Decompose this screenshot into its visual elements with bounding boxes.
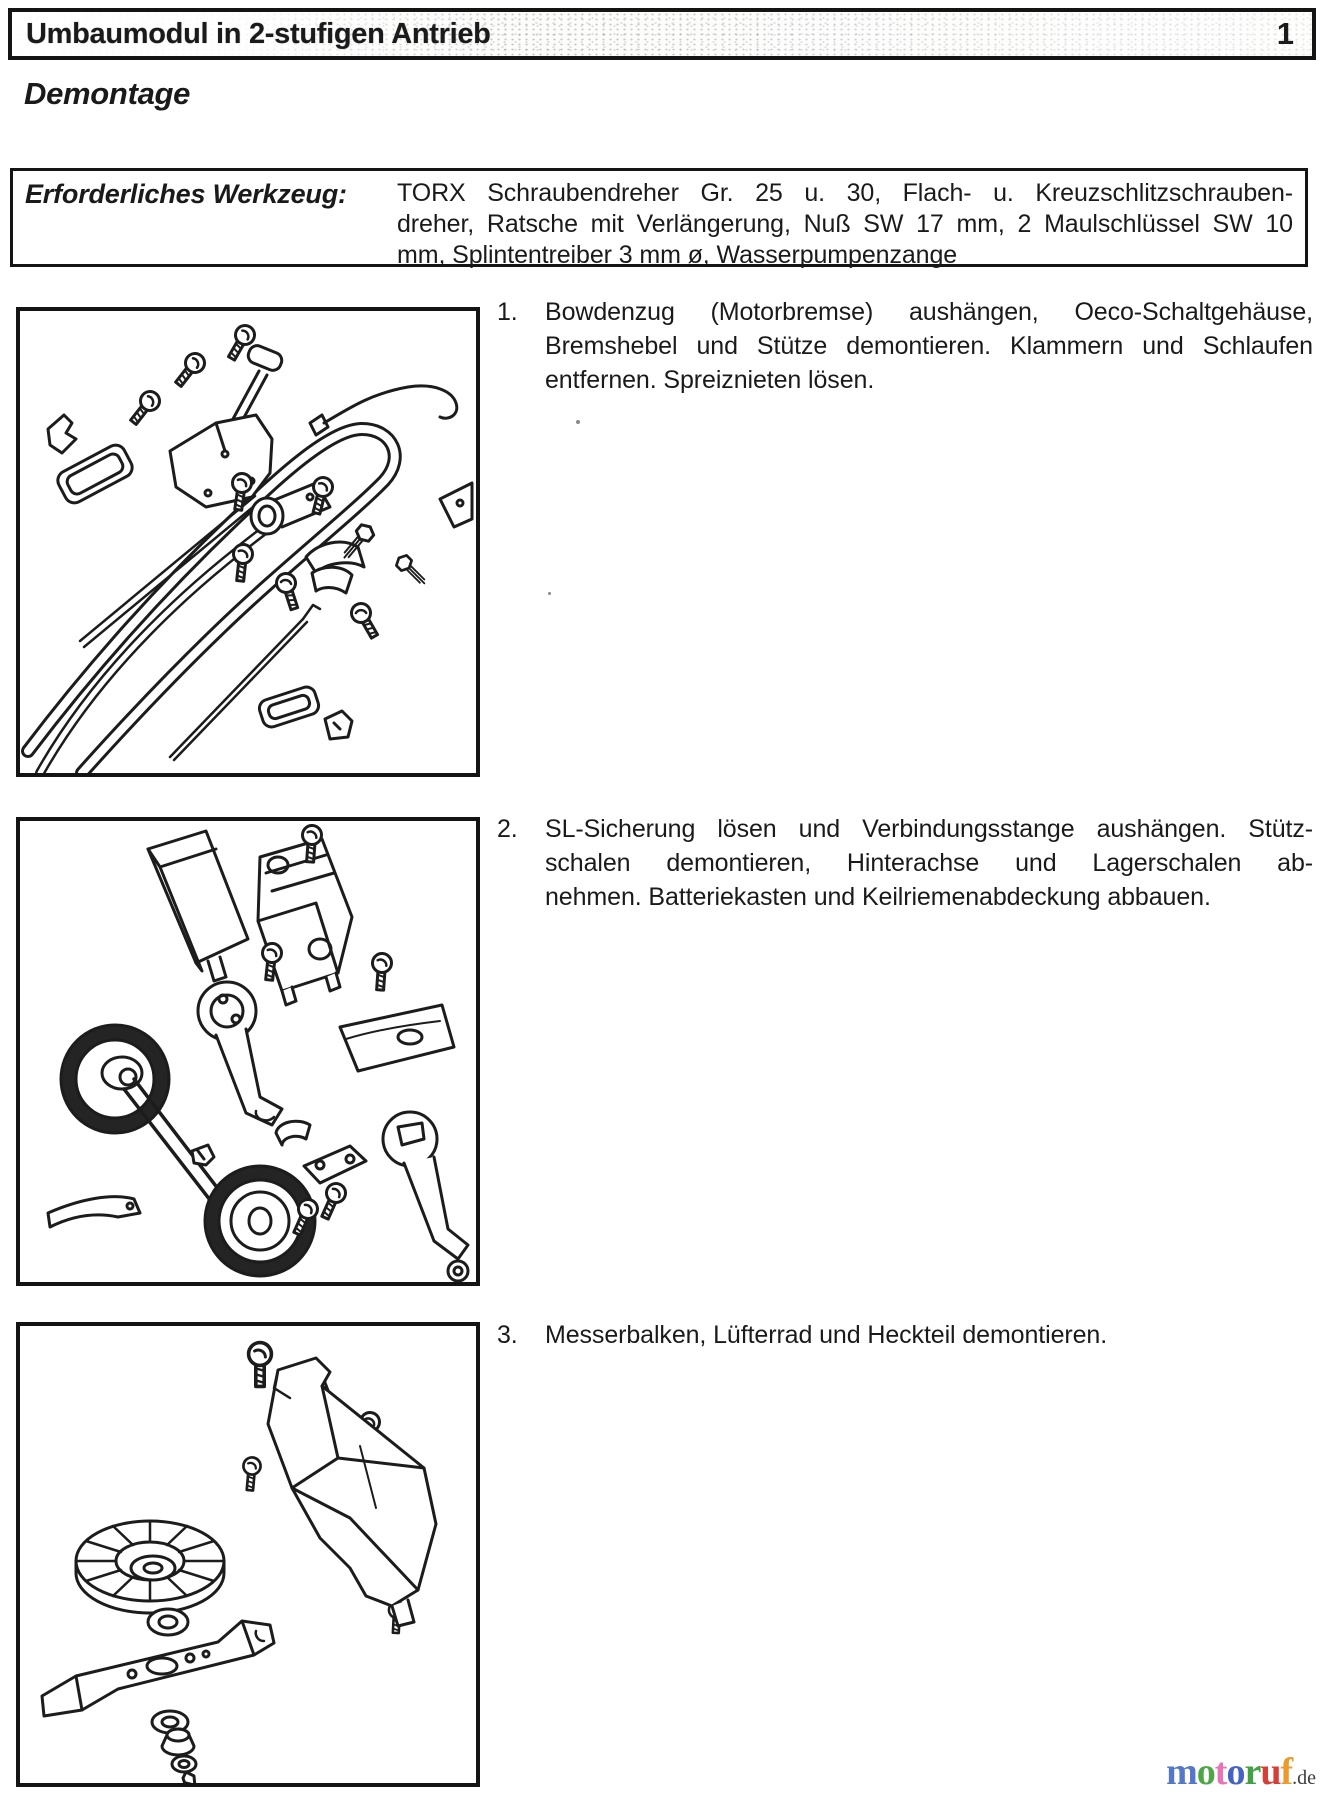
rear-axle-wheels-battery-box-exploded-diagram [20,821,476,1282]
logo-letter: r [1244,1751,1261,1793]
tools-text [397,178,1293,269]
text-line: mm, Splintentreiber 3 mm ø, Wasserpumpenzange [397,241,958,269]
page-header [8,8,1316,60]
motoruf-logo [1166,1750,1316,1794]
step-1 [497,295,1313,397]
figure-2-box [16,817,480,1286]
tools-label: Erforderliches Werkzeug: [25,179,347,209]
logo-letter: u [1260,1751,1281,1793]
logo-letter: m [1166,1751,1197,1793]
text-line: entfernen. Spreiznieten lösen. [545,366,875,394]
step-2 [497,812,1313,914]
logo-letter: f [1280,1751,1293,1793]
handlebar-brake-assembly-exploded-diagram [20,311,476,773]
step-text [545,812,1313,914]
text-line: Messerbalken, Lüfterrad und Heckteil demontieren. [545,1321,1108,1349]
text-line: schalen demontieren, Hinterachse und Lagerschalen ab- [545,849,1313,877]
figure-3-box [16,1322,480,1787]
text-line: SL-Sicherung lösen und Verbindungsstange aushängen. Stütz- [545,815,1313,843]
figure-1-box [16,307,480,777]
text-line: Bremshebel und Stütze demontieren. Klammern und Schlaufen [545,332,1313,360]
logo-letter: o [1196,1751,1215,1793]
blade-fanwheel-rear-housing-exploded-diagram [20,1326,476,1783]
page-number: 1 [1276,16,1294,51]
text-line: Bowdenzug (Motorbremse) aushängen, Oeco-Schaltgehäuse, [545,298,1313,326]
text-line: TORX Schraubendreher Gr. 25 u. 30, Flach- u. Kreuzschlitzschrauben- [397,179,1293,207]
page-title: Umbaumodul in 2-stufigen Antrieb [26,17,491,50]
step-text [545,1318,1313,1352]
step-number: 1. [497,298,518,326]
step-3 [497,1318,1313,1352]
scan-speck [576,420,580,424]
logo-suffix: .de [1292,1767,1316,1789]
logo-letter: o [1226,1751,1245,1793]
text-line: nehmen. Batteriekasten und Keilriemenabdeckung abbauen. [545,883,1211,911]
step-number: 3. [497,1321,518,1349]
required-tools-box [10,168,1308,267]
scan-speck [548,592,551,595]
text-line: dreher, Ratsche mit Verlängerung, Nuß SW 17 mm, 2 Maulschlüssel SW 10 [397,210,1293,238]
step-text [545,295,1313,397]
step-number: 2. [497,815,518,843]
logo-letter: t [1214,1751,1227,1793]
section-title: Demontage [24,76,191,111]
